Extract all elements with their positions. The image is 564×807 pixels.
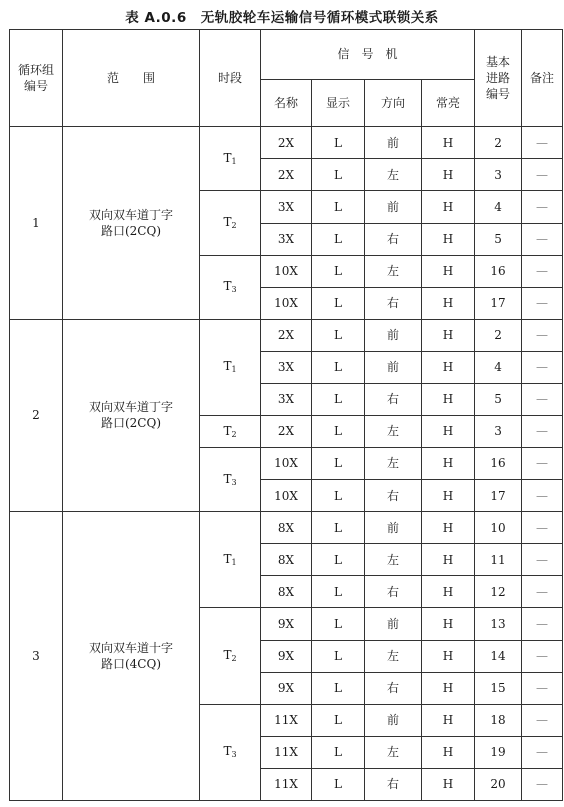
signal-name: 11X [261, 704, 312, 736]
remark: — [522, 159, 563, 191]
remark: — [522, 672, 563, 704]
remark: — [522, 704, 563, 736]
signal-steady: H [422, 191, 475, 223]
signal-name: 2X [261, 159, 312, 191]
signal-steady: H [422, 383, 475, 415]
remark: — [522, 544, 563, 576]
remark: — [522, 255, 563, 287]
signal-direction: 左 [365, 255, 422, 287]
route-number: 16 [475, 255, 522, 287]
period-label: T [223, 551, 232, 566]
header-route-number [475, 30, 522, 127]
signal-steady: H [422, 255, 475, 287]
scope-cell [63, 512, 200, 801]
header-group-line2: 编号 [23, 79, 48, 94]
route-number: 4 [475, 351, 522, 383]
signal-display: L [312, 287, 365, 319]
remark: — [522, 736, 563, 768]
signal-display: L [312, 768, 365, 800]
remark: — [522, 383, 563, 415]
route-number: 10 [475, 512, 522, 544]
signal-direction: 左 [365, 415, 422, 447]
remark: — [522, 319, 563, 351]
signal-display: L [312, 191, 365, 223]
signal-direction: 右 [365, 287, 422, 319]
signal-direction: 右 [365, 480, 422, 512]
signal-name: 10X [261, 287, 312, 319]
signal-display: L [312, 255, 365, 287]
signal-display: L [312, 512, 365, 544]
signal-steady: H [422, 127, 475, 159]
header-route-line1: 基本 [486, 54, 511, 69]
period-label: T [223, 471, 232, 486]
route-number: 18 [475, 704, 522, 736]
route-number: 2 [475, 127, 522, 159]
scope-line2: 路口(2CQ) [100, 224, 162, 238]
remark: — [522, 576, 563, 608]
route-number: 5 [475, 223, 522, 255]
signal-direction: 右 [365, 672, 422, 704]
period-cell [200, 704, 261, 800]
route-number: 3 [475, 159, 522, 191]
signal-steady: H [422, 415, 475, 447]
signal-steady: H [422, 480, 475, 512]
remark: — [522, 448, 563, 480]
signal-steady: H [422, 287, 475, 319]
signal-steady: H [422, 768, 475, 800]
route-number: 2 [475, 319, 522, 351]
route-number: 3 [475, 415, 522, 447]
signal-steady: H [422, 448, 475, 480]
scope-cell [63, 319, 200, 511]
signal-name: 9X [261, 608, 312, 640]
signal-direction: 前 [365, 608, 422, 640]
table-row [10, 127, 563, 159]
signal-name: 2X [261, 127, 312, 159]
period-cell [200, 512, 261, 608]
remark: — [522, 608, 563, 640]
route-number: 17 [475, 480, 522, 512]
signal-direction: 前 [365, 127, 422, 159]
signal-name: 11X [261, 736, 312, 768]
period-label: T [223, 744, 232, 759]
period-label: T [223, 359, 232, 374]
period-label: T [223, 648, 232, 663]
period-cell [200, 608, 261, 704]
signal-name: 8X [261, 576, 312, 608]
period-cell [200, 255, 261, 319]
signal-steady: H [422, 319, 475, 351]
period-subscript: 1 [231, 156, 237, 166]
header-group-line1: 循环组 [17, 62, 54, 77]
signal-steady: H [422, 576, 475, 608]
period-subscript: 2 [231, 429, 237, 439]
table-row [10, 319, 563, 351]
period-cell [200, 319, 261, 415]
remark: — [522, 127, 563, 159]
signal-display: L [312, 480, 365, 512]
period-label: T [223, 150, 232, 165]
remark: — [522, 223, 563, 255]
route-number: 17 [475, 287, 522, 319]
signal-name: 2X [261, 415, 312, 447]
route-number: 4 [475, 191, 522, 223]
route-number: 5 [475, 383, 522, 415]
signal-direction: 前 [365, 512, 422, 544]
route-number: 20 [475, 768, 522, 800]
signal-name: 8X [261, 512, 312, 544]
scope-line1: 双向双车道丁字 [88, 400, 173, 415]
header-steady: 常亮 [422, 79, 475, 127]
period-subscript: 2 [231, 221, 237, 231]
signal-name: 3X [261, 191, 312, 223]
signal-steady: H [422, 544, 475, 576]
remark: — [522, 287, 563, 319]
signal-name: 11X [261, 768, 312, 800]
signal-display: L [312, 608, 365, 640]
remark: — [522, 415, 563, 447]
header-name: 名称 [261, 79, 312, 127]
route-number: 15 [475, 672, 522, 704]
scope-line2: 路口(2CQ) [100, 416, 162, 431]
period-cell [200, 415, 261, 447]
signal-name: 9X [261, 672, 312, 704]
route-number: 16 [475, 448, 522, 480]
signal-direction: 前 [365, 319, 422, 351]
signal-display: L [312, 351, 365, 383]
header-period: 时段 [200, 30, 261, 127]
signal-display: L [312, 672, 365, 704]
signal-steady: H [422, 223, 475, 255]
header-signal: 信 号 机 [261, 30, 475, 80]
remark: — [522, 480, 563, 512]
signal-display: L [312, 544, 365, 576]
signal-direction: 右 [365, 576, 422, 608]
table-row [10, 512, 563, 544]
period-subscript: 1 [231, 557, 237, 567]
signal-steady: H [422, 640, 475, 672]
signal-direction: 前 [365, 704, 422, 736]
header-route-line2: 进路 [486, 71, 511, 86]
signal-direction: 右 [365, 768, 422, 800]
signal-direction: 左 [365, 544, 422, 576]
signal-direction: 左 [365, 640, 422, 672]
signal-display: L [312, 223, 365, 255]
table-title: 表 A.0.6 无轨胶轮车运输信号循环模式联锁关系 [125, 10, 439, 26]
interlock-table [9, 29, 563, 801]
header-display: 显示 [312, 79, 365, 127]
header-group-number [10, 30, 63, 127]
signal-steady: H [422, 672, 475, 704]
signal-display: L [312, 159, 365, 191]
signal-display: L [312, 640, 365, 672]
signal-name: 10X [261, 255, 312, 287]
signal-direction: 左 [365, 159, 422, 191]
period-cell [200, 448, 261, 512]
signal-name: 10X [261, 480, 312, 512]
remark: — [522, 351, 563, 383]
scope-line1: 双向双车道十字 [88, 640, 173, 655]
signal-name: 10X [261, 448, 312, 480]
remark: — [522, 191, 563, 223]
route-number: 12 [475, 576, 522, 608]
signal-display: L [312, 704, 365, 736]
period-label: T [223, 423, 232, 438]
group-number: 2 [10, 319, 63, 511]
scope-cell [63, 127, 200, 319]
route-number: 14 [475, 640, 522, 672]
period-subscript: 3 [231, 477, 237, 487]
header-remark: 备注 [522, 30, 563, 127]
period-cell [200, 127, 261, 191]
route-number: 11 [475, 544, 522, 576]
signal-direction: 前 [365, 191, 422, 223]
signal-display: L [312, 319, 365, 351]
remark: — [522, 768, 563, 800]
period-subscript: 2 [231, 654, 237, 664]
signal-display: L [312, 448, 365, 480]
period-cell [200, 191, 261, 255]
signal-steady: H [422, 736, 475, 768]
signal-name: 3X [261, 223, 312, 255]
period-label: T [223, 279, 232, 294]
signal-steady: H [422, 704, 475, 736]
header-scope: 范 围 [63, 30, 200, 127]
signal-steady: H [422, 159, 475, 191]
signal-name: 3X [261, 383, 312, 415]
remark: — [522, 512, 563, 544]
group-number: 1 [10, 127, 63, 319]
period-label: T [223, 215, 232, 230]
group-number: 3 [10, 512, 63, 801]
signal-name: 8X [261, 544, 312, 576]
signal-display: L [312, 383, 365, 415]
signal-display: L [312, 127, 365, 159]
period-subscript: 3 [231, 285, 237, 295]
signal-direction: 前 [365, 351, 422, 383]
period-subscript: 3 [231, 750, 237, 760]
header-direction: 方向 [365, 79, 422, 127]
period-subscript: 1 [231, 365, 237, 375]
route-number: 13 [475, 608, 522, 640]
signal-steady: H [422, 608, 475, 640]
signal-name: 2X [261, 319, 312, 351]
signal-direction: 左 [365, 736, 422, 768]
scope-line2: 路口(4CQ) [100, 657, 162, 672]
signal-name: 9X [261, 640, 312, 672]
signal-steady: H [422, 512, 475, 544]
signal-steady: H [422, 351, 475, 383]
signal-direction: 右 [365, 223, 422, 255]
header-route-line3: 编号 [486, 87, 511, 102]
remark: — [522, 640, 563, 672]
signal-direction: 左 [365, 448, 422, 480]
signal-display: L [312, 415, 365, 447]
signal-name: 3X [261, 351, 312, 383]
signal-display: L [312, 576, 365, 608]
signal-display: L [312, 736, 365, 768]
signal-direction: 右 [365, 383, 422, 415]
route-number: 19 [475, 736, 522, 768]
scope-line1: 双向双车道丁字 [88, 207, 173, 222]
